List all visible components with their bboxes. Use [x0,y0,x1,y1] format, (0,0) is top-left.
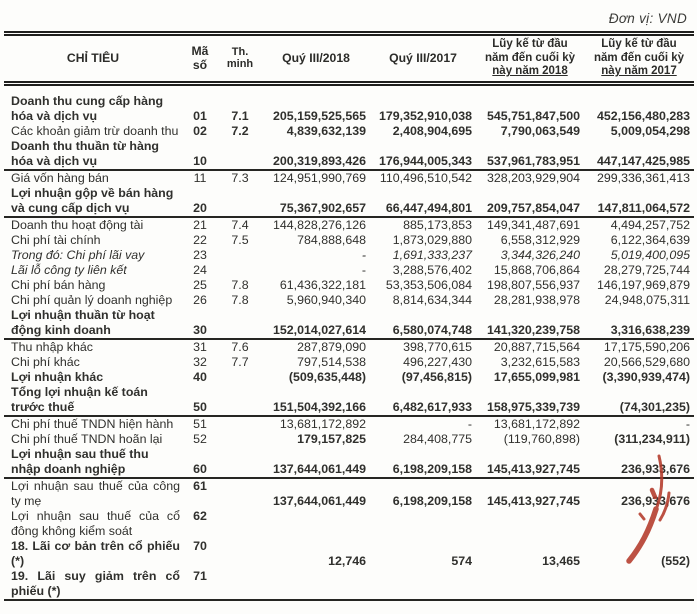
row-code: 60 [182,447,218,478]
row-code: 22 [193,232,207,247]
row-label: Trong đó: Chi phí lãi vay [11,247,145,262]
row-value: 6,558,312,929 [500,232,580,247]
row-value: 5,019,400,095 [610,247,690,262]
row-note [218,478,262,509]
row-note: 7.5 [231,232,249,247]
row-value: - [361,262,366,277]
row-value: (74,301,235) [584,385,694,416]
row-note: 7.1 [231,108,249,123]
row-code: 21 [193,217,207,232]
row-value: 3,232,615,583 [500,354,580,369]
row-value: 5,009,054,298 [610,123,690,138]
col-header-chi-tieu: CHỈ TIÊU [4,34,182,84]
row-label: Doanh thu cung cấp hàng hóa và dịch vụ [11,93,164,123]
row-label: Tổng lợi nhuận kế toán trước thuế [4,385,182,416]
row-value [262,569,370,600]
col-header-thuyet-minh [218,34,262,84]
row-value: 61,436,322,181 [279,277,366,292]
row-note [218,432,262,447]
row-value: 3,316,638,239 [584,308,694,339]
row-code: 10 [182,139,218,170]
row-value: - [361,247,366,262]
row-value: 4,494,257,752 [610,217,690,232]
row-value: 545,751,847,500 [486,108,580,123]
row-code: 11 [193,170,207,185]
row-value: 110,496,510,542 [379,170,472,185]
col-header-q3-2017: Quý III/2017 [370,34,476,84]
row-value: 13,681,172,892 [493,416,580,431]
row-value: 797,514,538 [297,354,366,369]
row-value: 2,408,904,695 [392,123,472,138]
row-note [218,385,262,416]
row-value: (3,390,939,474) [602,369,690,384]
row-note [218,539,262,569]
header-row [4,34,694,84]
row-code: 30 [182,308,218,339]
row-code: 52 [193,431,207,446]
table-row [4,293,694,308]
row-value: 398,770,615 [403,339,472,354]
row-value: 179,352,910,038 [378,108,472,123]
row-value: 145,413,927,745 [476,447,584,478]
row-value: 447,147,425,985 [584,139,694,170]
row-value: 8,814,634,344 [392,292,472,307]
row-value: 236,933,676 [621,493,690,508]
row-value: 284,408,775 [403,431,472,446]
row-value: 17,175,590,206 [603,339,690,354]
row-value: 15,868,706,864 [493,262,580,277]
col-header-thuyet-minh-line2: minh [226,58,254,71]
row-value: 144,828,276,126 [272,217,366,232]
row-value: 151,504,392,166 [262,385,370,416]
row-code: 31 [193,339,207,354]
row-value: 20,887,715,564 [493,339,580,354]
row-value: 137,644,061,449 [272,493,366,508]
row-note [218,263,262,278]
row-value: 6,198,209,158 [392,493,472,508]
row-code: 71 [182,569,218,600]
row-value: 146,197,969,879 [596,277,690,292]
row-value: 496,227,430 [403,354,472,369]
row-label: Chi phí bán hàng [11,277,106,292]
row-label: Lợi nhuận khác [11,369,104,384]
row-label: Chi phí khác [11,354,80,369]
table-body [4,83,694,600]
row-label: Giá vốn hàng bán [11,170,109,185]
table-row [4,355,694,370]
row-value: 149,341,487,691 [486,217,580,232]
col-header-thuyet-minh-line1: Th. [231,45,249,58]
row-value: 1,873,029,880 [392,232,472,247]
row-label: Lợi nhuận sau thuế của công ty mẹ [11,478,180,508]
row-value: 12,746 [328,553,366,568]
row-note [218,248,262,263]
table-row [4,233,694,248]
row-value: 176,944,005,343 [370,139,476,170]
row-value [370,569,476,600]
row-code: 40 [193,369,207,384]
row-note: 7.7 [231,354,249,369]
row-value: (97,456,815) [401,369,472,384]
row-code: 24 [193,262,207,277]
row-value: 287,879,090 [297,339,366,354]
row-code: 62 [193,508,207,523]
row-code: 51 [193,416,207,431]
row-value: 158,975,339,739 [476,385,584,416]
row-code: 26 [193,292,207,307]
row-value: (552) [661,553,690,568]
row-value: 236,933,676 [584,447,694,478]
row-value: 13,465 [542,553,580,568]
row-value: 20,566,529,680 [603,354,690,369]
row-note: 7.2 [231,123,249,138]
row-value: 574 [451,553,472,568]
table-row [4,416,694,432]
row-label: Lợi nhuận sau thuế thu nhập doanh nghiệp [4,447,182,478]
row-label: Lãi lỗ công ty liên kết [11,262,127,277]
row-note [218,569,262,600]
row-label: Chi phí tài chính [11,232,101,247]
table-row [4,308,694,339]
row-code: 02 [193,123,207,138]
row-value: 198,807,556,937 [486,277,580,292]
table-row [4,139,694,170]
row-note [218,139,262,170]
row-note [218,186,262,217]
row-value: (311,234,911) [614,431,690,446]
row-value: 6,122,364,639 [610,232,690,247]
row-note: 7.8 [231,277,249,292]
row-value: (119,760,898) [503,431,580,446]
row-label: Chi phí thuế TNDN hiện hành [11,416,174,431]
table-row [4,263,694,278]
row-value [476,569,584,600]
row-code: 25 [193,277,207,292]
col-header-ma-so: Mã số [182,34,218,84]
table-row [4,83,694,124]
row-value: (509,635,448) [288,369,366,384]
table-row [4,569,694,600]
row-value: 3,344,326,240 [500,247,580,262]
unit-label: Đơn vị: VND [608,11,687,26]
table-row [4,278,694,293]
row-code: 20 [182,186,218,217]
row-code: 50 [182,385,218,416]
col-header-ytd-2018: Lũy kế từ đầu năm đến cuối kỳ này năm 2018 [476,34,584,84]
row-value: 452,156,480,283 [596,108,690,123]
row-value: 145,413,927,745 [486,493,580,508]
row-note: 7.3 [231,170,249,185]
row-value: 7,790,063,549 [500,123,580,138]
row-code: 32 [193,354,207,369]
row-value: 200,319,893,426 [262,139,370,170]
row-value: 5,960,940,340 [286,292,366,307]
row-value: 6,198,209,158 [370,447,476,478]
row-value [370,509,476,539]
row-note [218,447,262,478]
row-value: 885,173,853 [403,217,472,232]
table-row [4,447,694,478]
row-value: 24,948,075,311 [604,292,690,307]
row-label: Lợi nhuận gộp về bán hàng và cung cấp dịch vụ [4,186,182,217]
row-label: 18. Lãi cơ bản trên cổ phiếu (*) [11,538,180,568]
row-note [218,416,262,432]
row-value: 3,288,576,402 [392,262,472,277]
table-row [4,385,694,416]
row-value: - [467,416,472,431]
row-value: 179,157,825 [297,431,366,446]
row-label: Lợi nhuận sau thuế của cổ đông không kiểm soát [11,508,180,538]
table-row [4,124,694,139]
row-value: 537,961,783,951 [476,139,584,170]
row-label: Lợi nhuận thuần từ hoạt động kinh doanh [4,308,182,339]
row-value: 28,281,938,978 [493,292,580,307]
row-value: 137,644,061,449 [262,447,370,478]
row-code: 23 [193,247,207,262]
row-code: 61 [193,478,207,493]
row-value [262,509,370,539]
row-value: 13,681,172,892 [279,416,366,431]
row-code: 70 [193,538,207,553]
row-value: 784,888,648 [297,232,366,247]
table-row [4,370,694,385]
table-row [4,217,694,233]
row-value: 299,336,361,413 [596,170,690,185]
row-code: 01 [193,108,207,123]
row-value: 205,159,525,565 [272,108,366,123]
table-row [4,478,694,509]
col-header-q3-2018: Quý III/2018 [262,34,370,84]
row-value: 53,353,506,084 [385,277,472,292]
table-row [4,186,694,217]
income-statement-table [4,31,694,601]
table-row [4,339,694,355]
row-value: 6,580,074,748 [370,308,476,339]
row-value: 328,203,929,904 [486,170,580,185]
row-value: 209,757,854,047 [476,186,584,217]
col-header-ytd-2017: Lũy kế từ đầu năm đến cuối kỳ này năm 2017 [584,34,694,84]
row-label: Chi phí thuế TNDN hoãn lại [11,431,163,446]
row-value: 28,279,725,744 [603,262,690,277]
row-value [584,569,694,600]
row-note: 7.4 [231,217,249,232]
row-value: 1,691,333,237 [392,247,472,262]
row-value: 124,951,990,769 [272,170,366,185]
row-value: 17,655,099,981 [493,369,580,384]
row-note [218,308,262,339]
row-value: - [685,416,690,431]
row-value [476,509,584,539]
row-value: 6,482,617,933 [370,385,476,416]
row-value: 75,367,902,657 [262,186,370,217]
row-value: 4,839,632,139 [286,123,366,138]
row-label: Thu nhập khác [11,339,93,354]
row-note [218,509,262,539]
table-row [4,539,694,569]
row-label: Doanh thu thuần từ hàng hóa và dịch vụ [4,139,182,170]
row-value [584,509,694,539]
table-row [4,170,694,186]
row-note: 7.8 [231,292,249,307]
row-label: Các khoản giảm trừ doanh thu [11,123,179,138]
row-label: Chi phí quản lý doanh nghiệp [11,292,173,307]
row-value: 66,447,494,801 [370,186,476,217]
row-note [218,370,262,385]
row-note: 7.6 [231,339,249,354]
row-value: 147,811,064,572 [584,186,694,217]
row-value: 152,014,027,614 [262,308,370,339]
table-row [4,432,694,447]
row-label: 19. Lãi suy giảm trên cổ phiếu (*) [4,569,182,600]
table-row [4,509,694,539]
table-row [4,248,694,263]
row-value: 141,320,239,758 [476,308,584,339]
row-label: Doanh thu hoạt động tài [11,217,144,232]
table-header [4,34,694,84]
